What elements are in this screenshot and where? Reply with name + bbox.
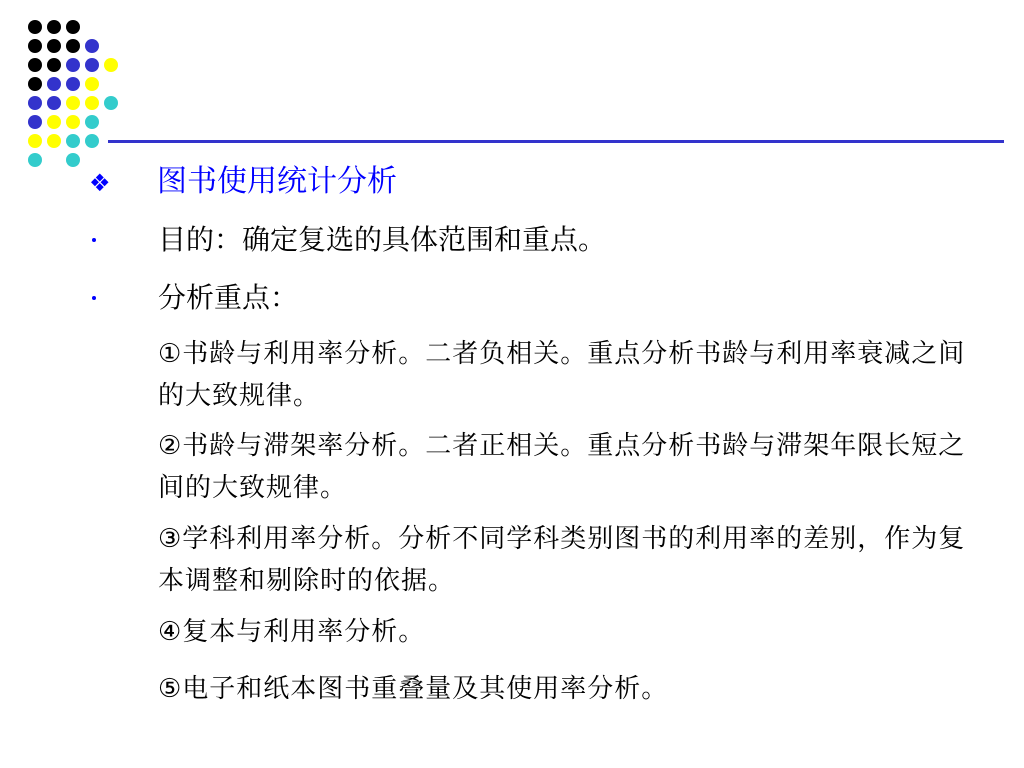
decor-dot-black [28,58,42,72]
decor-dot-black [28,77,42,91]
decor-dot-teal [85,115,99,129]
decor-dot-blue [28,96,42,110]
decor-dot-teal [104,96,118,110]
decor-dot-yellow [47,115,61,129]
bullet-dot-icon [92,296,96,300]
decor-dot-teal [28,153,42,167]
sub-item-age-shelf: ②书龄与滞架率分析。二者正相关。重点分析书龄与滞架年限长短之间的大致规律。 [158,431,966,503]
header-rule-line [108,140,1004,143]
bullet-purpose: 目的：确定复选的具体范围和重点。 [158,223,607,256]
decor-dot-blue [66,58,80,72]
decor-dot-black [28,39,42,53]
decor-dot-yellow [104,58,118,72]
decor-dot-blue [85,39,99,53]
decor-dot-yellow [66,115,80,129]
decor-dot-yellow [28,134,42,148]
slide-title: 图书使用统计分析 [157,164,397,199]
decor-dot-black [28,20,42,34]
bullet-dot-icon [92,238,96,242]
decor-dot-teal [66,153,80,167]
decor-dot-black [47,39,61,53]
decor-dot-blue [28,115,42,129]
sub-item-age-usage: ①书龄与利用率分析。二者负相关。重点分析书龄与利用率衰减之间的大致规律。 [158,339,966,411]
decor-dot-teal [85,134,99,148]
decor-dot-blue [85,58,99,72]
decor-dot-black [47,20,61,34]
decor-dot-yellow [85,77,99,91]
bullet-focus: 分析重点： [158,281,299,314]
decor-dot-teal [66,134,80,148]
decor-dot-yellow [85,96,99,110]
decor-dot-black [66,39,80,53]
decor-dot-blue [66,77,80,91]
sub-item-subject-usage: ③学科利用率分析。分析不同学科类别图书的利用率的差别，作为复本调整和剔除时的依据。 [158,524,966,596]
decor-dot-yellow [66,96,80,110]
decor-dot-blue [47,77,61,91]
decor-dot-black [66,20,80,34]
decor-dot-yellow [47,134,61,148]
sub-item-copies-usage: ④复本与利用率分析。 [158,617,426,647]
decorative-dot-grid [0,0,130,175]
decor-dot-blue [47,96,61,110]
diamond-bullet-icon: ❖ [89,169,111,197]
decor-dot-black [47,58,61,72]
sub-item-electronic-paper: ⑤电子和纸本图书重叠量及其使用率分析。 [158,674,669,704]
